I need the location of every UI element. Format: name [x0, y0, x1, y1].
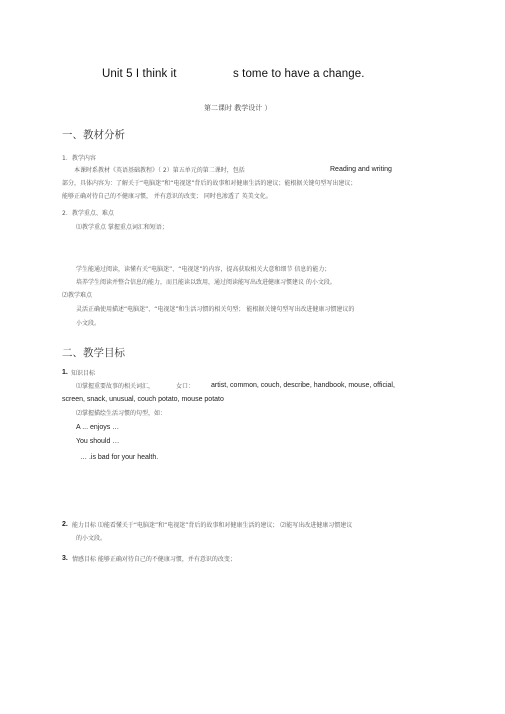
item1-line1: 本课时系教材《英语基础教程》（ 2）第五单元的第二课时，包括: [74, 167, 245, 174]
item2-sub1: ⑴教学重点 掌握重点词汇和短语；: [76, 224, 168, 231]
pattern-bad-for-health: … .is bad for your health.: [80, 454, 159, 461]
goal2-label: 2.: [62, 521, 68, 528]
goal1-label: 1.: [62, 369, 68, 376]
pattern-should: You should …: [76, 438, 120, 445]
goal3-text: 情感目标 能够正确对待自己的不健康习惯，并有意识的改变；: [72, 556, 236, 563]
item1-line1-en: Reading and writing: [330, 166, 392, 173]
title-left: Unit 5 I think it: [102, 68, 177, 80]
goal1-words-line2: screen, snack, unusual, couch potato, mouse potato: [62, 396, 224, 403]
pattern-enjoys: A ... enjoys …: [76, 424, 120, 431]
item2-line2: 培养学生阅读并整合信息的能力，而且能读以致用，通过阅读能写出改进健康习惯建议 的小文段。: [76, 279, 336, 286]
goal3-label: 3.: [62, 555, 68, 562]
goal1-text: 知识目标: [71, 370, 96, 377]
goal2-text: 能力目标 ⑴能看懂关于“电脑迷”和“电视迷”背后的故事和对健康生活的建议； ⑵能写出改进健康习惯建议: [72, 522, 353, 529]
item2-line3: 灵活正确使用描述“电脑迷”、“电视迷”和生活习惯的相关句型； 能根据关键句型写出改进健康习惯建议的: [76, 306, 355, 313]
item2-label: 2．教学重点、难点: [62, 210, 114, 217]
item2-line1: 学生能通过阅读，读懂有关“电脑迷”、“电视迷”的内容，提高获取相关大意和细节 信息的能力；: [76, 266, 331, 273]
item2-sub2: ⑵教学难点: [62, 292, 93, 299]
item1-line2: 部分，具体内容为：了解关于“电脑迷”和“电视迷”背后的故事和对健康生活的建议；能根据关键句型写出建议；: [62, 180, 357, 187]
goal1-sub2: ⑵掌握描绘生活习惯的句型，如：: [76, 410, 167, 417]
subtitle: 第二课时 教学设计 ）: [204, 104, 272, 112]
section-heading-materials: 一、教材分析: [62, 129, 125, 141]
item1-label: 1．教学内容: [62, 155, 96, 162]
goal1-sub1-mid: 女口：: [176, 383, 195, 390]
goal2-line2: 的小文段。: [76, 535, 107, 542]
goal1-sub1: ⑴掌握重要故事的相关词汇，: [76, 383, 155, 390]
section-heading-goals: 二、教学目标: [62, 347, 125, 359]
item2-line4: 小文段。: [76, 320, 101, 327]
item1-line3: 能够正确对待自己的不健康习惯， 并有意识的改变； 同时也渗透了 英美文化。: [62, 193, 272, 200]
goal1-words-line1: artist, common, couch, describe, handbook, mouse, official,: [211, 382, 395, 389]
title-right: s tome to have a change.: [233, 68, 365, 80]
